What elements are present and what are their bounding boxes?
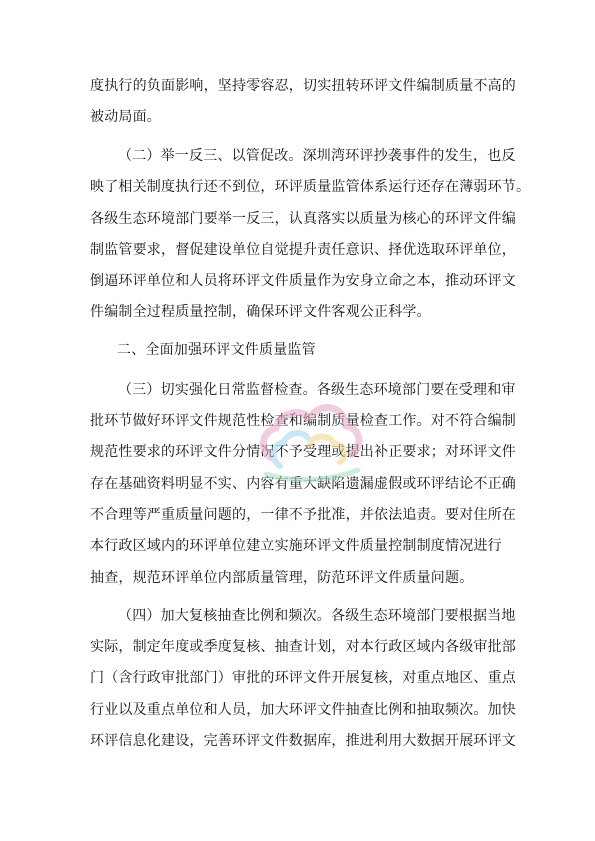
text-line-6: 制监管要求，督促建设单位自觉提升责任意识、择优选取环评单位，: [90, 242, 516, 258]
paragraph-2-heading-line: （二）举一反三、以管促改。深圳湾环评抄袭事件的发生，也反: [118, 148, 516, 164]
paragraph-3-heading-line: （三）切实强化日常监督检查。各级生态环境部门要在受理和审: [118, 382, 516, 398]
text-line-12: 规范性要求的环评文件分情况不予受理或提出补正要求；对环评文件: [90, 444, 516, 460]
text-line-8: 件编制全过程质量控制，确保环评文件客观公正科学。: [90, 304, 431, 320]
text-line-2: 被动局面。: [90, 109, 161, 125]
text-line-4: 映了相关制度执行还不到位，环评质量监管体系运行还存在薄弱环节。: [90, 179, 531, 195]
text-line-18: 实际，制定年度或季度复核、抽查计划，对本行政区域内各级审批部: [90, 639, 516, 655]
text-line-1: 度执行的负面影响，坚持零容忍，切实扭转环评文件编制质量不高的: [90, 78, 516, 94]
text-line-11: 批环节做好环评文件规范性检查和编制质量检查工作。对不符合编制: [90, 413, 516, 429]
text-line-5: 各级生态环境部门要举一反三，认真落实以质量为核心的环评文件编: [90, 211, 516, 227]
text-line-7: 倒逼环评单位和人员将环评文件质量作为安身立命之本，推动环评文: [90, 273, 516, 289]
text-line-21: 环评信息化建设，完善环评文件数据库，推进利用大数据开展环评文: [90, 733, 516, 749]
text-line-20: 行业以及重点单位和人员，加大环评文件抽查比例和抽取频次。加快: [90, 702, 516, 718]
section-heading: 二、全面加强环评文件质量监管: [117, 342, 316, 358]
text-line-13: 存在基础资料明显不实、内容有重大缺陷遗漏虚假或环评结论不正确: [90, 476, 516, 492]
text-line-16: 抽查，规范环评单位内部质量管理，防范环评文件质量问题。: [90, 570, 474, 586]
text-line-14: 不合理等严重质量问题的，一律不予批准，并依法追责。要对住所在: [90, 507, 516, 523]
text-line-19: 门（含行政审批部门）审批的环评文件开展复核，对重点地区、重点: [90, 670, 516, 686]
text-line-15: 本行政区域内的环评单位建立实施环评文件质量控制制度情况进行: [90, 538, 502, 554]
paragraph-4-heading-line: （四）加大复核抽查比例和频次。各级生态环境部门要根据当地: [118, 608, 516, 624]
